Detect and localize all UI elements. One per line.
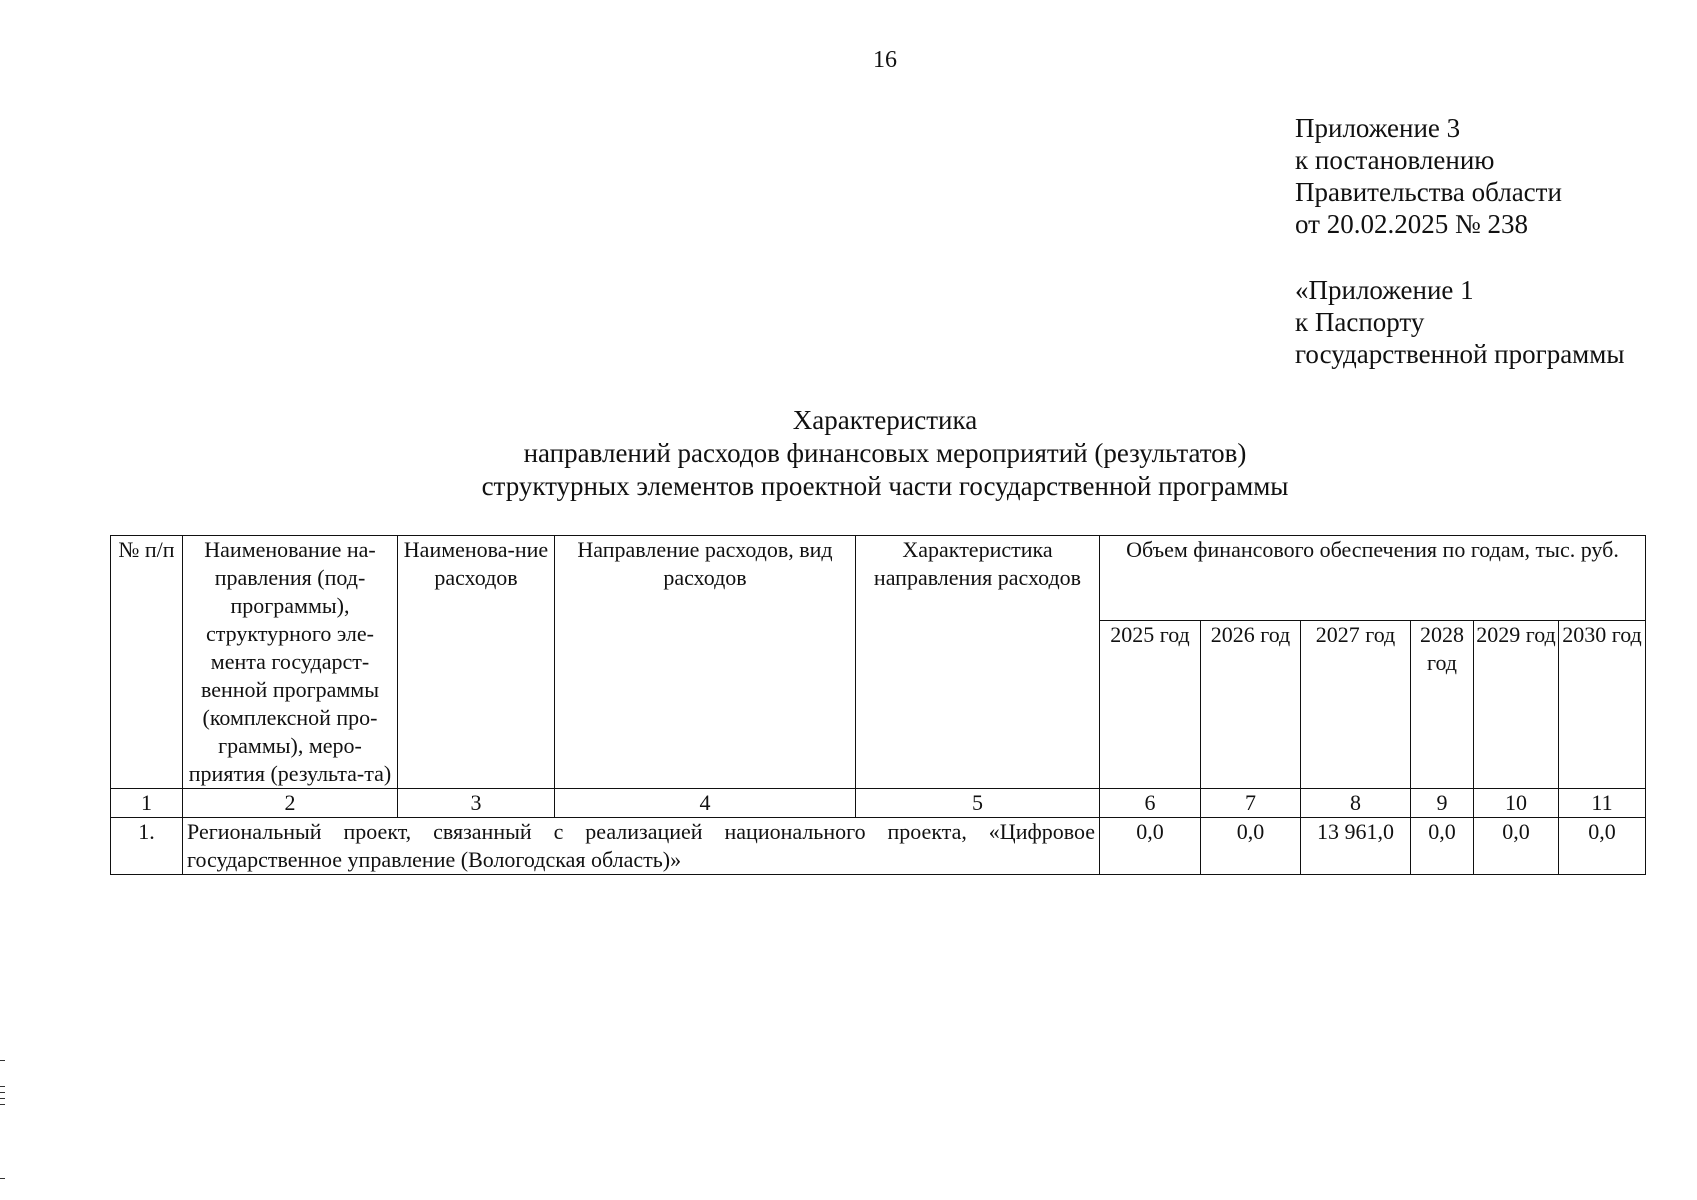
page-number: 16 [873, 47, 897, 73]
index-cell: 3 [398, 789, 555, 818]
header-year: 2029 год [1474, 621, 1559, 789]
header-expense-direction: Направление расходов, вид расходов [555, 536, 856, 789]
title-line: направлений расходов финансовых мероприятий (результатов) [523, 438, 1247, 468]
value-2029: 0,0 [1474, 818, 1559, 875]
index-cell: 6 [1100, 789, 1201, 818]
document-title [0, 404, 1697, 503]
index-cell: 5 [856, 789, 1100, 818]
value-2025: 0,0 [1100, 818, 1201, 875]
appendix-line: к Паспорту [1295, 307, 1425, 337]
header-characteristic: Характеристика направления расходов [856, 536, 1100, 789]
index-cell: 11 [1559, 789, 1646, 818]
finance-table [110, 535, 1646, 875]
index-cell: 1 [111, 789, 183, 818]
appendix-line: государственной программы [1295, 339, 1625, 369]
appendix-line: Приложение 3 [1295, 113, 1461, 143]
scan-edge-marks [0, 1060, 6, 1180]
index-cell: 4 [555, 789, 856, 818]
value-2027: 13 961,0 [1301, 818, 1411, 875]
table-row [111, 818, 1646, 875]
appendix-line: от 20.02.2025 № 238 [1295, 209, 1528, 239]
index-cell: 7 [1201, 789, 1301, 818]
appendix-1-block [1295, 274, 1625, 370]
title-line: структурных элементов проектной части государственной программы [481, 471, 1289, 501]
appendix-line: к постановлению [1295, 145, 1495, 175]
title-line: Характеристика [792, 405, 978, 435]
appendix-line: «Приложение 1 [1295, 275, 1474, 305]
header-volume: Объем финансового обеспечения по годам, тыс. руб. [1100, 536, 1646, 621]
header-year: 2027 год [1301, 621, 1411, 789]
value-2026: 0,0 [1201, 818, 1301, 875]
value-2028: 0,0 [1411, 818, 1474, 875]
row-number: 1. [111, 818, 183, 875]
index-cell: 2 [183, 789, 398, 818]
index-row [111, 789, 1646, 818]
header-row [111, 536, 1646, 621]
header-year: 2030 год [1559, 621, 1646, 789]
index-cell: 9 [1411, 789, 1474, 818]
row-title: Региональный проект, связанный с реализацией национального проекта, «Цифровое государственное управление (Вологодская область)» [183, 818, 1100, 875]
header-year: 2026 год [1201, 621, 1301, 789]
header-year: 2025 год [1100, 621, 1201, 789]
index-cell: 10 [1474, 789, 1559, 818]
header-year: 2028 год [1411, 621, 1474, 789]
header-direction-name: Наименование на-правления (под-программы), структурного эле-мента государст-венной программы (комплексной про-граммы), меро-приятия (результа-та) [183, 536, 398, 789]
appendix-3-block [1295, 112, 1562, 240]
header-expense-name: Наименова-ние расходов [398, 536, 555, 789]
index-cell: 8 [1301, 789, 1411, 818]
value-2030: 0,0 [1559, 818, 1646, 875]
header-num: № п/п [111, 536, 183, 789]
appendix-line: Правительства области [1295, 177, 1562, 207]
